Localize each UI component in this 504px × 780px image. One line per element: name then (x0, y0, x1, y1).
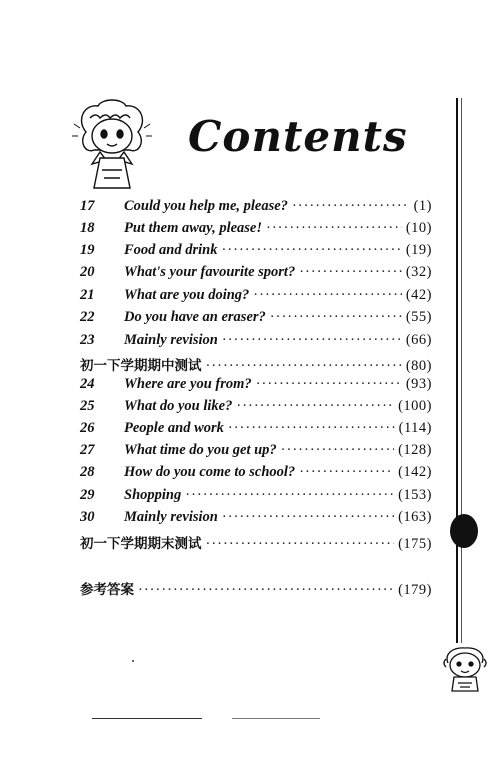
toc-entry-title: What time do you get up? (124, 442, 277, 458)
toc-leader-dots (281, 442, 394, 459)
toc-entry-title: Could you help me, please? (124, 198, 288, 214)
toc-page-number: (66) (405, 332, 432, 348)
toc-entry (80, 332, 432, 354)
toc-leader-dots (270, 309, 402, 326)
toc-entry-title: How do you come to school? (124, 464, 296, 480)
toc-entry-title: What are you doing? (124, 287, 250, 303)
toc-entry (80, 464, 432, 486)
toc-entry (80, 242, 432, 264)
toc-leader-dots (236, 398, 394, 415)
print-speck (132, 660, 134, 662)
toc-entry (80, 532, 432, 554)
toc-entry (80, 376, 432, 398)
toc-unit-number: 27 (80, 442, 95, 458)
toc-page-number: (19) (405, 242, 432, 258)
toc-leader-dots (253, 287, 402, 304)
toc-page-number: (10) (405, 220, 432, 236)
toc-page-number: (163) (398, 509, 432, 525)
toc-entry-title: Put them away, please! (124, 220, 263, 236)
toc-page-number: (128) (398, 442, 432, 458)
toc-leader-dots (292, 198, 410, 215)
toc-unit-number: 28 (80, 464, 95, 480)
footer-rule-left (92, 718, 202, 719)
toc-entry (80, 398, 432, 420)
toc-unit-number: 20 (80, 264, 95, 280)
toc-unit-number: 19 (80, 242, 95, 258)
toc-unit-number: 29 (80, 487, 95, 503)
toc-entry (80, 487, 432, 509)
toc-page-number: (93) (405, 376, 432, 392)
toc-leader-dots (185, 487, 394, 504)
toc-unit-number: 17 (80, 198, 95, 214)
toc-page-number: (114) (398, 420, 432, 436)
toc-entry-title: Where are you from? (124, 376, 252, 392)
toc-entry (80, 420, 432, 442)
toc-leader-dots (222, 332, 402, 349)
toc-unit-number: 23 (80, 332, 95, 348)
cartoon-girl-illustration (72, 98, 152, 194)
toc-leader-dots (256, 376, 402, 393)
toc-entry (80, 220, 432, 242)
toc-leader-dots (138, 582, 394, 599)
toc-unit-number: 18 (80, 220, 95, 236)
toc-page-number: (175) (398, 536, 432, 552)
toc-page-number: (55) (405, 309, 432, 325)
toc-entry-title: 初一下学期期中测试 (80, 358, 202, 374)
toc-leader-dots (222, 509, 394, 526)
toc-entry-title: What's your favourite sport? (124, 264, 296, 280)
margin-rule-thin (461, 98, 462, 643)
toc-page-number: (80) (405, 358, 432, 374)
toc-leader-dots (221, 242, 401, 259)
toc-entry-title: What do you like? (124, 398, 233, 414)
toc-leader-dots (299, 264, 402, 281)
toc-unit-number: 21 (80, 287, 95, 303)
toc-entry (80, 442, 432, 464)
toc-entry-title: Shopping (124, 487, 182, 503)
toc-leader-dots (206, 358, 402, 375)
toc-entry (80, 264, 432, 286)
toc-page-number: (32) (405, 264, 432, 280)
toc-unit-number: 25 (80, 398, 95, 414)
toc-page-number: (179) (398, 582, 432, 598)
toc-entry-title: People and work (124, 420, 224, 436)
cartoon-child-illustration (442, 645, 488, 695)
toc-entry-title: Mainly revision (124, 509, 218, 525)
toc-entry-title: Do you have an eraser? (124, 309, 266, 325)
toc-leader-dots (206, 536, 395, 553)
toc-entry-title: 初一下学期期末测试 (80, 536, 202, 552)
toc-entry (80, 198, 432, 220)
toc-page-number: (100) (398, 398, 432, 414)
toc-entry-title: Food and drink (124, 242, 218, 258)
toc-unit-number: 22 (80, 309, 95, 325)
toc-entry (80, 309, 432, 331)
toc-entry (80, 509, 432, 531)
toc-page-number: (42) (405, 287, 432, 303)
toc-page-number: (153) (398, 487, 432, 503)
toc-entry (80, 354, 432, 376)
toc-page-number: (142) (398, 464, 432, 480)
footer-rule-right (232, 718, 320, 719)
toc-entry (80, 578, 432, 600)
toc-leader-dots (228, 420, 395, 437)
toc-entry (80, 287, 432, 309)
toc-leader-dots (299, 464, 394, 481)
page-title: Contents (188, 112, 408, 161)
toc-unit-number: 30 (80, 509, 95, 525)
toc-page-number: (1) (413, 198, 432, 214)
toc-entry-title: 参考答案 (80, 582, 134, 598)
thumb-tab-marker (450, 514, 478, 548)
toc-leader-dots (266, 220, 402, 237)
toc-entry-title: Mainly revision (124, 332, 218, 348)
toc-unit-number: 26 (80, 420, 95, 436)
toc-unit-number: 24 (80, 376, 95, 392)
margin-rule-thick (456, 98, 458, 643)
